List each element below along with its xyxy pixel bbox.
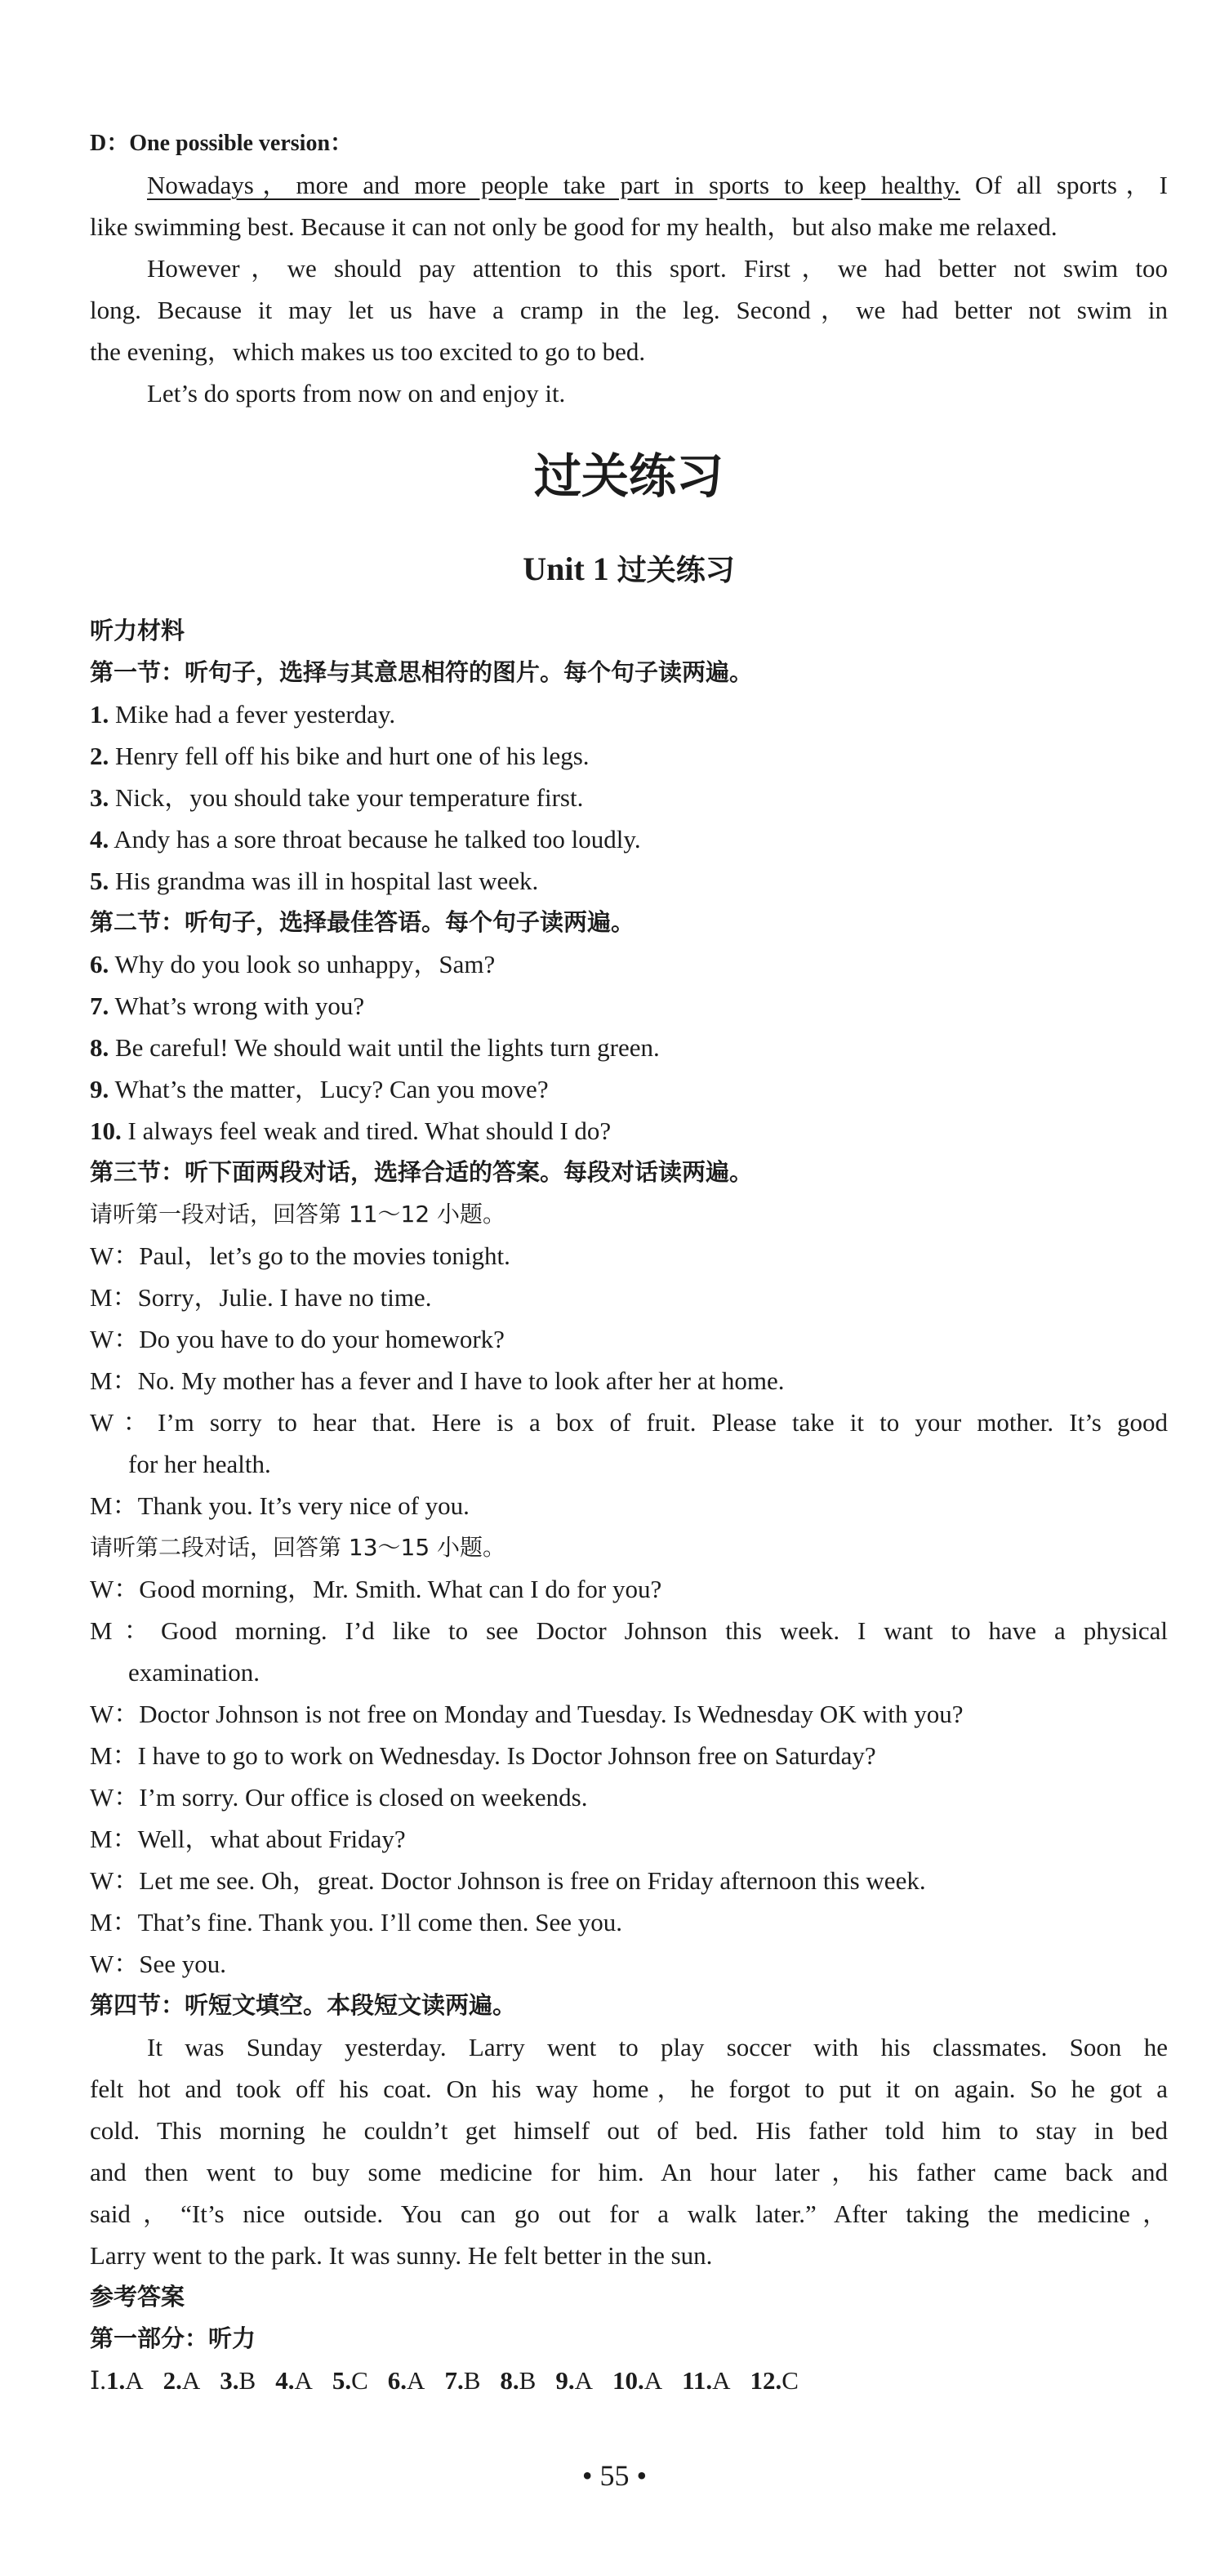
part2-heading: 第二节：听句子，选择最佳答语。每个句子读两遍。 (90, 908, 635, 936)
list-item (90, 777, 1168, 818)
item-text: Henry fell off his bike and hurt one of his legs. (109, 742, 590, 770)
document-page (90, 123, 1168, 2401)
answer-number: 10. (612, 2366, 644, 2395)
answer-item (106, 2366, 144, 2395)
answer-item (332, 2366, 368, 2395)
answer-item (275, 2366, 313, 2395)
answer-item (612, 2366, 662, 2395)
dialog-line: M：No. My mother has a fever and I have to look after her at home. (90, 1366, 785, 1395)
list-item (90, 693, 1168, 735)
list-item (90, 943, 1168, 985)
dialog-line: W：Paul，let’s go to the movies tonight. (90, 1241, 510, 1270)
item-text: Be careful! We should wait until the lights turn green. (109, 1033, 660, 1062)
dialog2-list (90, 1693, 1168, 1985)
dialog-line: M：Sorry，Julie. I have no time. (90, 1283, 432, 1312)
dialog1-last-line: M：Thank you. It’s very nice of you. (90, 1491, 470, 1520)
answer-number: 9. (555, 2366, 575, 2395)
unit-title (90, 545, 1168, 595)
answer-number: 1. (106, 2366, 126, 2395)
answer-item (500, 2366, 536, 2395)
answers-row (90, 2360, 1168, 2401)
answer-choice: A (712, 2366, 731, 2395)
page-number: • 55 • (581, 2459, 648, 2492)
answer-item (682, 2366, 730, 2395)
item-text: His grandma was ill in hospital last week. (109, 867, 539, 895)
dialog-line: W：Let me see. Oh，great. Doctor Johnson is free on Friday afternoon this week. (90, 1866, 926, 1895)
item-number: 4. (90, 825, 109, 853)
dialog1-w-long-line2: for her health. (128, 1450, 271, 1478)
essay-label: D：One possible version： (90, 131, 354, 156)
dialog2-first-line: W：Good morning，Mr. Smith. What can I do for you? (90, 1575, 662, 1603)
answer-item (555, 2366, 593, 2395)
answer-choice: A (407, 2366, 425, 2395)
part4-heading: 第四节：听短文填空。本段短文读两遍。 (90, 1991, 517, 2019)
essay-p1-line2: like swimming best. Because it can not only be good for my health，but also make me relaxed. (90, 212, 1058, 241)
essay-p2-line1: However，we should pay attention to this sport. First，we had better not swim too (147, 254, 1168, 283)
dialog2-m-long-line2: examination. (128, 1658, 260, 1687)
answer-choice: B (519, 2366, 537, 2395)
essay-p2-line3: the evening，which makes us too excited to go to bed. (90, 337, 646, 366)
item-number: 9. (90, 1075, 109, 1103)
passage-line: and then went to buy some medicine for him. An hour later，his father came back and (90, 2158, 1168, 2186)
part1-list (90, 693, 1168, 902)
answer-choice: A (294, 2366, 313, 2395)
list-item (90, 860, 1168, 902)
part3-heading: 第三节：听下面两段对话，选择合适的答案。每段对话读两遍。 (90, 1158, 754, 1186)
item-number: 10. (90, 1116, 122, 1145)
part2-list (90, 943, 1168, 1152)
item-number: 7. (90, 992, 109, 1020)
passage-line: It was Sunday yesterday. Larry went to play soccer with his classmates. Soon he (147, 2033, 1168, 2061)
essay-p2-line2: long. Because it may let us have a cramp in the leg. Second，we had better not swim in (90, 296, 1168, 324)
dialog-line: W：Doctor Johnson is not free on Monday and Tuesday. Is Wednesday OK with you? (90, 1700, 964, 1728)
essay-underlined-sentence: Nowadays，more and more people take part in sports to keep healthy. (147, 171, 960, 199)
answer-number: 2. (163, 2366, 182, 2395)
dialog-line: W：See you. (90, 1950, 227, 1978)
passage-line: cold. This morning he couldn’t get himself out of bed. His father told him to stay in bed (90, 2116, 1168, 2145)
item-text: What’s the matter，Lucy? Can you move? (109, 1075, 549, 1103)
answer-choice: C (781, 2366, 799, 2395)
essay-p3-line1: Let’s do sports from now on and enjoy it. (147, 379, 566, 408)
dialog2-intro: 请听第二段对话，回答第 13～15 小题。 (90, 1534, 506, 1561)
list-item (90, 735, 1168, 777)
passage-line: felt hot and took off his coat. On his way home，he forgot to put it on again. So he got a (90, 2075, 1168, 2103)
answer-number: 3. (220, 2366, 239, 2395)
list-item (90, 1027, 1168, 1068)
dialog-line: W：Do you have to do your homework? (90, 1325, 505, 1353)
list-item (90, 985, 1168, 1027)
item-number: 2. (90, 742, 109, 770)
item-number: 3. (90, 783, 109, 812)
answer-number: 7. (444, 2366, 464, 2395)
item-text: Why do you look so unhappy，Sam? (109, 950, 496, 978)
dialog-line: W：I’m sorry. Our office is closed on weekends. (90, 1783, 588, 1812)
passage-line: said，“It’s nice outside. You can go out for a walk later.” After taking the medicine， (90, 2199, 1168, 2228)
dialog-line: M：That’s fine. Thank you. I’ll come then. See you. (90, 1908, 623, 1936)
list-item (90, 818, 1168, 860)
answer-choice: B (238, 2366, 256, 2395)
answer-number: 4. (275, 2366, 295, 2395)
answers-part-heading: 第一部分：听力 (90, 2324, 256, 2352)
section-title: 过关练习 (533, 448, 724, 504)
dialog-line: M：Well，what about Friday? (90, 1825, 406, 1853)
answer-number: 5. (332, 2366, 352, 2395)
answer-number: 6. (387, 2366, 407, 2395)
list-item (90, 1110, 1168, 1152)
answer-number: 12. (750, 2366, 782, 2395)
answer-choice: B (463, 2366, 481, 2395)
dialog1-intro: 请听第一段对话，回答第 11～12 小题。 (90, 1201, 506, 1228)
item-text: I always feel weak and tired. What should I do? (121, 1116, 612, 1145)
answer-choice: A (125, 2366, 144, 2395)
answer-choice: C (351, 2366, 368, 2395)
answer-choice: A (181, 2366, 201, 2395)
answer-item (220, 2366, 256, 2395)
answer-number: 11. (682, 2366, 713, 2395)
answer-item (388, 2366, 425, 2395)
essay-p1-rest: Of all sports，I (960, 171, 1168, 199)
item-text: Andy has a sore throat because he talked too loudly. (109, 825, 641, 853)
answer-choice: A (643, 2366, 663, 2395)
item-text: What’s wrong with you? (109, 992, 365, 1020)
answer-item (444, 2366, 480, 2395)
answers-roman: Ⅰ. (90, 2366, 106, 2395)
answer-number: 8. (500, 2366, 519, 2395)
item-text: Mike had a fever yesterday. (109, 700, 396, 729)
item-number: 5. (90, 867, 109, 895)
unit-title-en: Unit 1 (523, 550, 617, 587)
item-number: 1. (90, 700, 109, 729)
answer-item (750, 2366, 799, 2395)
passage-line: Larry went to the park. It was sunny. He felt better in the sun. (90, 2241, 713, 2270)
essay-p1-line1 (90, 164, 1168, 206)
part1-heading: 第一节：听句子，选择与其意思相符的图片。每个句子读两遍。 (90, 658, 754, 686)
item-number: 8. (90, 1033, 109, 1062)
dialog1-list (90, 1235, 1168, 1402)
answer-choice: A (574, 2366, 593, 2395)
item-text: Nick，you should take your temperature first. (109, 783, 584, 812)
answers-heading: 参考答案 (90, 2283, 185, 2311)
passage (90, 2026, 1168, 2276)
list-item (90, 1068, 1168, 1110)
listening-heading: 听力材料 (90, 617, 185, 644)
dialog2-m-long-line1: M：Good morning. I’d like to see Doctor Johnson this week. I want to have a physical (90, 1616, 1168, 1645)
unit-title-cn: 过关练习 (617, 554, 735, 587)
answer-item (163, 2366, 201, 2395)
dialog1-w-long-line1: W：I’m sorry to hear that. Here is a box of fruit. Please take it to your mother. It’s good (90, 1408, 1168, 1437)
dialog-line: M：I have to go to work on Wednesday. Is Doctor Johnson free on Saturday? (90, 1741, 876, 1770)
item-number: 6. (90, 950, 109, 978)
